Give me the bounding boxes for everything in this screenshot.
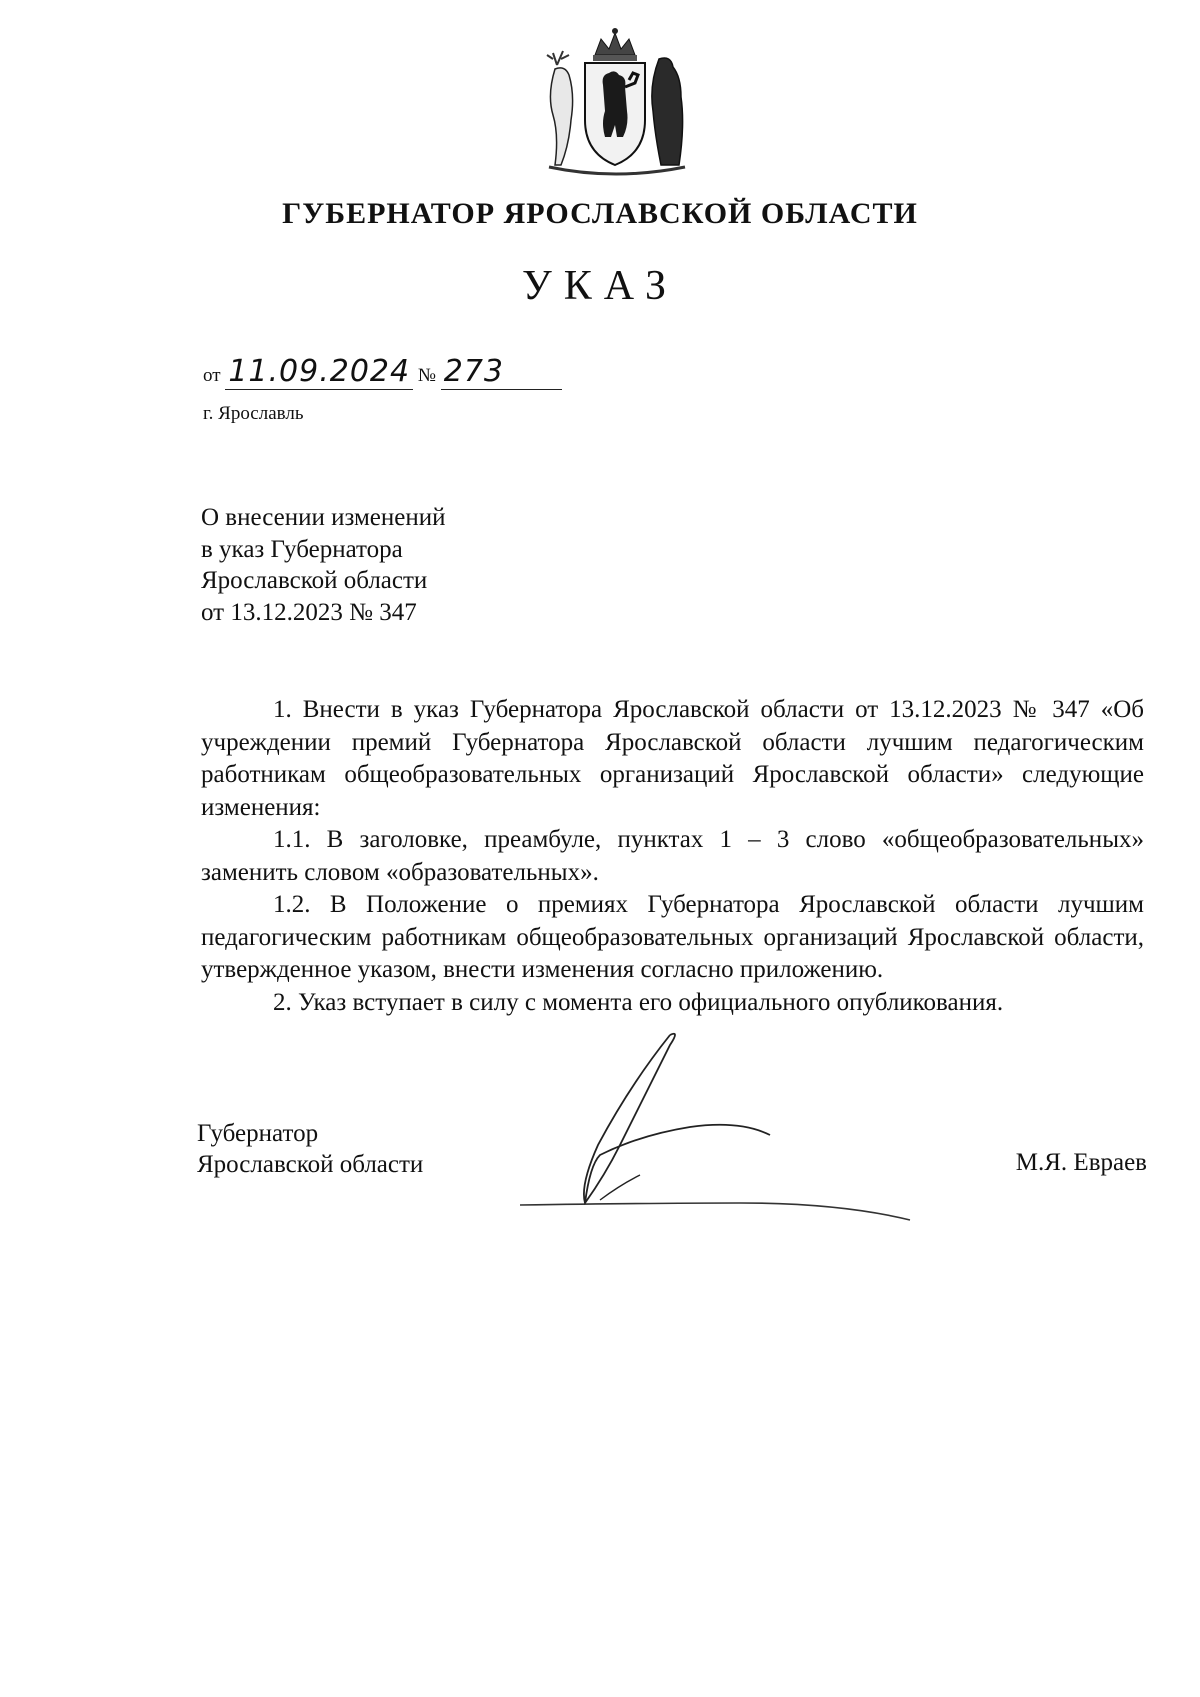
date-prefix: от [203,365,221,386]
signer-title-line: Ярославской области [197,1151,424,1178]
number-prefix: № [417,365,436,386]
signer-title [197,1118,423,1180]
document-number: 273 [441,355,562,390]
document-body [201,694,1144,1019]
city-label: г. Ярославль [203,403,304,424]
subject-line: Ярославской области [201,567,428,594]
body-paragraph: 1.2. В Положение о премиях Губернатора Ярославской области лучшим педагогическим работникам общеобразовательных организаций Ярославской области, утвержденное указом, внести изменения согласно приложению. [201,891,1144,983]
signer-name: М.Я. Евраев [1015,1149,1147,1176]
body-paragraph: 1.1. В заголовке, преамбуле, пунктах 1 – 3 слово «общеобразовательных» заменить словом «образовательных». [201,826,1144,886]
registration-line [203,355,562,390]
coat-of-arms-icon [535,25,695,185]
body-paragraph: 1. Внести в указ Губернатора Ярославской области от 13.12.2023 № 347 «Об учреждении премий Губернатора Ярославской области лучшим педагогическим работникам общеобразовательных организаций Ярославской области» следующие изменения: [201,696,1144,821]
handwritten-signature-icon [510,1025,920,1225]
subject-line: от 13.12.2023 № 347 [201,598,417,626]
subject-line: О внесении изменений [201,504,446,531]
issuer-title: ГУБЕРНАТОР ЯРОСЛАВСКОЙ ОБЛАСТИ [282,197,918,230]
signer-title-line: Губернатор [197,1120,319,1147]
document-subject [201,502,446,628]
document-type-title: УКАЗ [521,263,679,309]
subject-line: в указ Губернатора [201,535,403,563]
body-paragraph: 2. Указ вступает в силу с момента его официального опубликования. [273,988,1004,1016]
document-date: 11.09.2024 [225,355,413,390]
